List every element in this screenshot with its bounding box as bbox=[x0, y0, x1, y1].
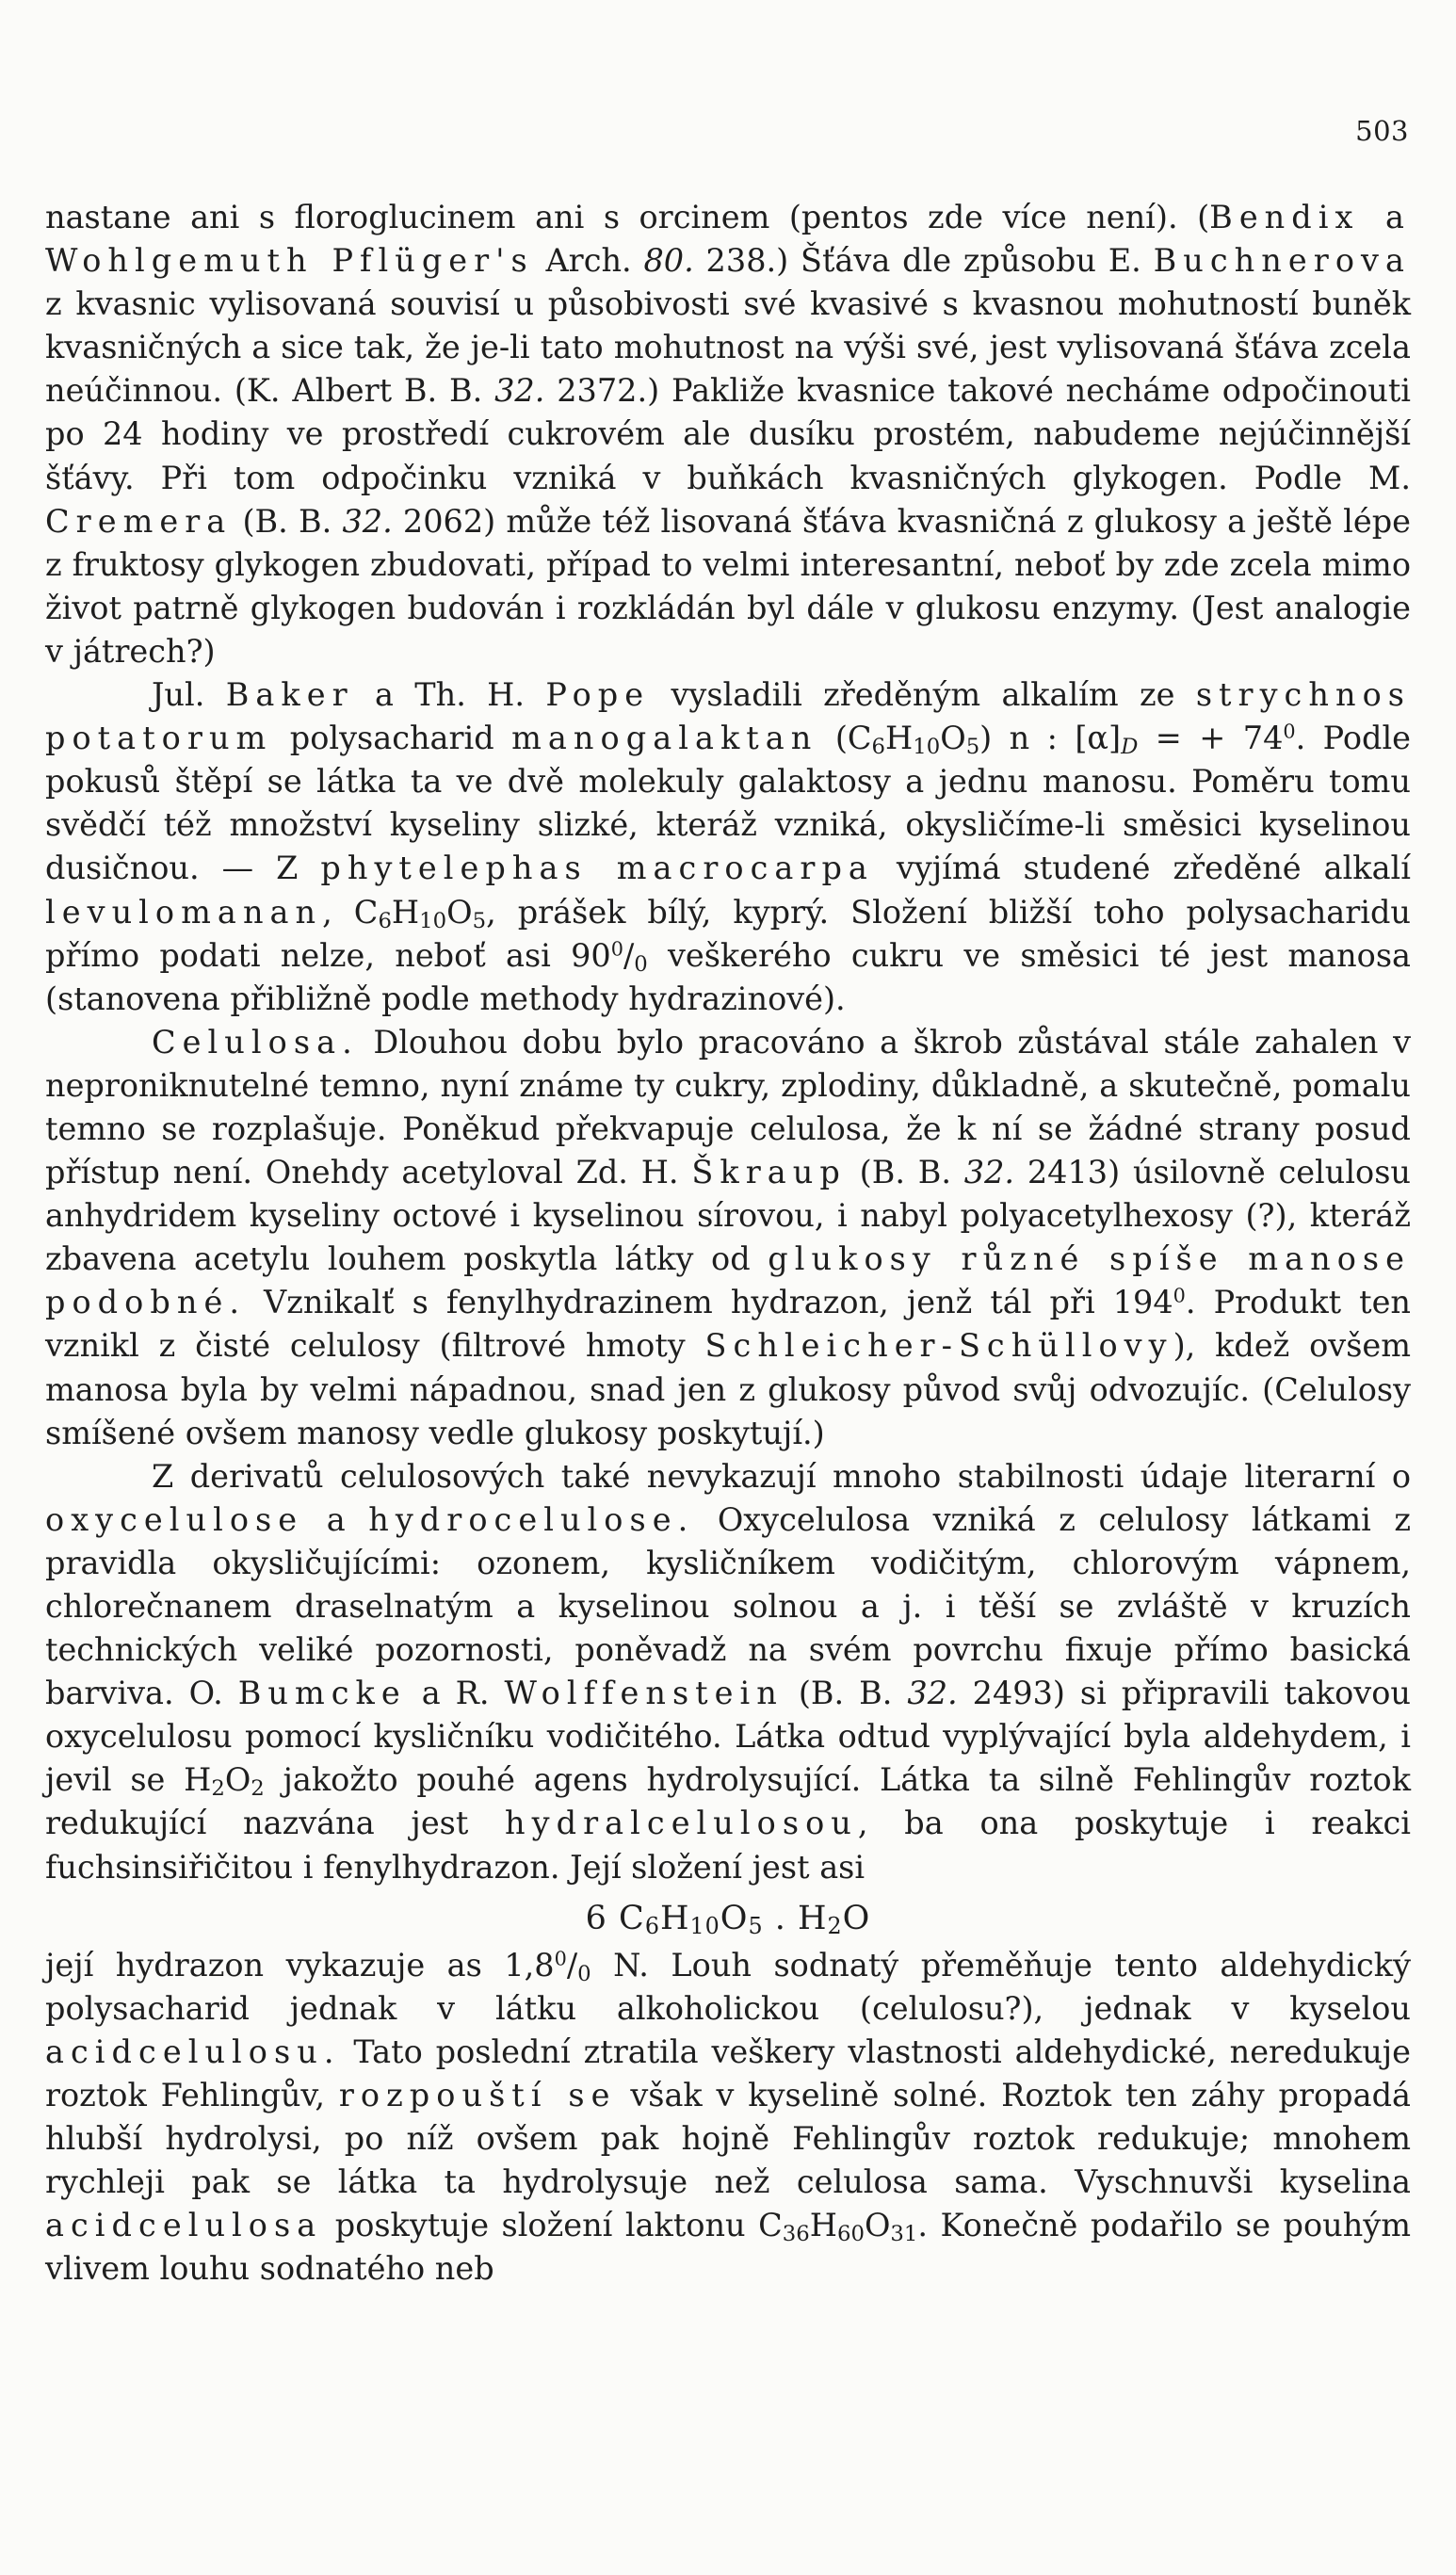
subscript: 36 bbox=[782, 2222, 810, 2247]
superscript: 0 bbox=[610, 937, 623, 961]
text-run: ) n : [α] bbox=[979, 720, 1122, 757]
text-run: vyjímá studené zředěné alkalí bbox=[873, 850, 1411, 887]
text-run: O bbox=[940, 720, 966, 757]
text-run: 2062) může též lisovaná šťáva kvasničná z glukosy a ještě lépe z fruktosy glykogen zbudovati, případ to velmi interesantní, neboť by zde zcela mimo život patrně glykogen budován i rozkládán byl dále v glukosu enzymy. (Jest analogie v játrech?) bbox=[45, 502, 1411, 670]
superscript: 0 bbox=[1283, 720, 1296, 743]
subscript: 0 bbox=[634, 951, 648, 977]
spaced-text: Celulosa. bbox=[152, 1023, 359, 1061]
text-run: polysacharid bbox=[272, 720, 512, 757]
spaced-text: Schleicher-Schüllovy bbox=[704, 1327, 1173, 1365]
spaced-text: Wolffenstein bbox=[504, 1675, 784, 1712]
text-run: H bbox=[809, 2207, 837, 2244]
text-run: Vznikalť s fenylhydrazinem hydrazon, jenž tál při 194 bbox=[246, 1284, 1173, 1321]
text-run: O bbox=[842, 1899, 871, 1937]
spaced-text: acidcelulosa bbox=[45, 2207, 323, 2244]
text-run: O bbox=[224, 1761, 251, 1799]
spaced-text: Pope bbox=[545, 676, 651, 714]
text-run: = + 74 bbox=[1138, 720, 1284, 757]
subscript: 5 bbox=[748, 1912, 764, 1939]
subscript: 6 bbox=[644, 1912, 660, 1939]
text-run: jakožto pouhé agens hydrolysující. Látka ta silně Fehlingův roztok redukující nazvána jest bbox=[45, 1761, 1411, 1842]
text-run: Arch. bbox=[533, 242, 644, 280]
text-run: H bbox=[391, 893, 420, 931]
text-run: však v kyselině solné. Roztok ten záhy propadá hlubší hydrolysi, po níž ovšem pak hojně Fehlingův roztok redukuje; mnohem rychleji pak se látka ta hydrolysuje než celulosa sama. Vyschnuvši kyselina bbox=[45, 2077, 1411, 2201]
text-run: 32. bbox=[907, 1675, 958, 1712]
text-run: a Th. H. bbox=[353, 676, 546, 714]
text-run: H bbox=[885, 720, 914, 757]
text-run: nastane ani s floroglucinem ani s orcinem (pentos zde více není). ( bbox=[45, 199, 1210, 235]
text-run: 2372.) Pakliže kvasnice takové necháme odpočinouti po 24 hodiny ve prostředí cukrovém ale dusíku prostém, nabudeme nejúčinnější šťávy. Při tom odpočinku vzniká v buňkách kvasničných glykogen. Podle M. bbox=[45, 372, 1412, 496]
spaced-text: oxycelulose bbox=[45, 1500, 304, 1538]
text-run: H bbox=[659, 1899, 690, 1937]
text-run: Jul. bbox=[152, 676, 226, 714]
text-run: a bbox=[303, 1500, 369, 1538]
text-run: 238.) Šťáva dle způsobu E. bbox=[693, 242, 1154, 280]
spaced-text: Bendix a Wohlgemuth Pflüger's bbox=[45, 199, 1411, 280]
text-run: a R. bbox=[406, 1675, 505, 1712]
text-run: ), kdež ovšem manosa byla by velmi nápadnou, snad jen z glukosy původ svůj odvozujíc. (Celulosy smíšené ovšem manosy vedle glukosy poskytují.) bbox=[45, 1327, 1411, 1451]
body-text bbox=[45, 196, 1411, 2292]
text-run: , ba ona poskytuje i reakci fuchsinsiřičitou i fenylhydrazon. Její složení jest asi bbox=[45, 1805, 1411, 1886]
subscript: 10 bbox=[913, 735, 941, 760]
text-run: 80. bbox=[643, 242, 694, 280]
spaced-text: Cremera bbox=[45, 502, 233, 540]
text-run: Tato poslední ztratila veškery vlastnosti aldehydické, neredukuje roztok Fehlingův, bbox=[45, 2032, 1411, 2114]
spaced-text: strychnos potatorum bbox=[45, 676, 1412, 757]
subscript: 10 bbox=[419, 908, 447, 933]
spaced-text: hydralcelulosou bbox=[505, 1805, 858, 1842]
spaced-text: hydrocelulose. bbox=[368, 1500, 695, 1538]
text-run: 6 C bbox=[585, 1899, 645, 1937]
text-run: . Podle pokusů štěpí se látka ta ve dvě molekuly galaktosy a jednu manosu. Poměru tomu svědčí též množství kyseliny slizké, kteráž vzniká, okysličíme-li směsici kyselinou dusičnou. — Z bbox=[45, 720, 1412, 887]
spaced-text: phytelephas macrocarpa bbox=[320, 850, 874, 887]
text-run: O bbox=[446, 893, 473, 931]
spaced-text: manogalaktan bbox=[511, 720, 818, 757]
text-run: . H bbox=[763, 1899, 828, 1937]
text-run: / bbox=[566, 1946, 578, 1984]
subscript: D bbox=[1121, 735, 1139, 760]
subscript: 5 bbox=[965, 735, 980, 760]
spaced-text: acidcelulosu. bbox=[45, 2032, 341, 2070]
paragraph bbox=[45, 1944, 1411, 2292]
text-run: 2493) si připravili takovou oxycelulosu pomocí kysličníku vodičitého. Látka odtud vyplývající byla aldehydem, i jevil se H bbox=[45, 1675, 1411, 1799]
spaced-text: Baker bbox=[225, 676, 354, 714]
spaced-text: glukosy různé spíše manose podobné. bbox=[45, 1240, 1411, 1321]
text-run: poskytuje složení laktonu C bbox=[322, 2207, 783, 2244]
paragraph bbox=[45, 196, 1411, 673]
text-run: O bbox=[720, 1899, 749, 1937]
subscript: 60 bbox=[836, 2222, 865, 2247]
text-run: Z derivatů celulosových také nevykazují mnoho stabilnosti údaje literarní o bbox=[152, 1457, 1411, 1495]
paragraph bbox=[45, 1021, 1411, 1455]
spaced-text: Škraup bbox=[691, 1154, 847, 1191]
text-run: z kvasnic vylisovaná souvisí u působivosti své kvasivé s kvasnou mohutností buněk kvasničných a sice tak, že je-li tato mohutnost na výši své, jest vylisovaná šťáva zcela neúčinnou. (K. Albert B. B. bbox=[45, 285, 1411, 410]
superscript: 0 bbox=[1173, 1284, 1186, 1307]
text-run: Oxycelulosa vzniká z celulosy látkami z pravidla okysličujícími: ozonem, kysličníkem vodičitým, chlorovým vápnem, chlorečnanem draselnatým a kyselinou solnou a j. i těší se zvláště v kruzích technických veliké pozornosti, poněvadž na svém povrchu fixuje přímo basická barviva. O. bbox=[45, 1500, 1411, 1712]
subscript: 6 bbox=[378, 908, 392, 933]
subscript: 2 bbox=[211, 1776, 225, 1802]
paragraph bbox=[45, 673, 1411, 1021]
text-run: O bbox=[864, 2207, 891, 2244]
text-run: / bbox=[623, 936, 635, 974]
text-run: , prášek bílý, kyprý. Složení bližší toho polysacharidu přímo podati nelze, neboť asi 90 bbox=[45, 893, 1411, 974]
text-run: , C bbox=[322, 893, 379, 931]
text-run: 32. bbox=[963, 1154, 1015, 1191]
text-run: (B. B. bbox=[232, 502, 343, 540]
text-run: vysladili zředěným alkalím ze bbox=[650, 676, 1196, 714]
subscript: 0 bbox=[577, 1961, 591, 1986]
page-number: 503 bbox=[1355, 115, 1409, 147]
spaced-text: rozpouští se bbox=[338, 2077, 617, 2114]
text-run: (C bbox=[817, 720, 872, 757]
subscript: 10 bbox=[689, 1912, 720, 1939]
text-run: veškerého cukru ve směsici té jest manosa (stanovena přibližně podle methody hydrazinové). bbox=[45, 936, 1411, 1017]
subscript: 31 bbox=[890, 2222, 918, 2247]
text-run: . Konečně podařilo se pouhým vlivem louhu sodnatého neb bbox=[45, 2207, 1411, 2288]
text-run: její hydrazon vykazuje as 1,8 bbox=[45, 1946, 555, 1984]
subscript: 2 bbox=[827, 1912, 843, 1939]
spaced-text: Bumcke bbox=[237, 1675, 407, 1712]
text-run: 32. bbox=[494, 372, 545, 410]
spaced-text: Buchnerova bbox=[1153, 242, 1411, 280]
formula bbox=[45, 1897, 1411, 1940]
subscript: 6 bbox=[871, 735, 886, 760]
text-run: Dlouhou dobu bylo pracováno a škrob zůstával stále zahalen v neproniknutelné temno, nyní známe ty cukry, zplodiny, důkladně, a skutečně, pomalu temno se rozplašuje. Poněkud překvapuje celulosa, že k ní se žádné strany posud přístup není. Onehdy acetyloval Zd. H. bbox=[45, 1023, 1411, 1191]
text-run: 32. bbox=[342, 502, 393, 540]
text-run: 2413) úsilovně celulosu anhydridem kyseliny octové i kyselinou sírovou, i nabyl polyacetylhexosy (?), kteráž zbavena acetylu louhem poskytla látky od bbox=[45, 1154, 1411, 1278]
text-run: . Produkt ten vznikl z čisté celulosy (filtrové hmoty bbox=[45, 1284, 1411, 1365]
paragraph bbox=[45, 1455, 1411, 1889]
text-run: (B. B. bbox=[846, 1154, 964, 1191]
superscript: 0 bbox=[554, 1947, 567, 1970]
subscript: 2 bbox=[251, 1776, 265, 1802]
subscript: 5 bbox=[472, 908, 487, 933]
text-run: N. Louh sodnatý přeměňuje tento aldehydický polysacharid jednak v látku alkoholickou (celulosu?), jednak v kyselou bbox=[45, 1946, 1412, 2027]
spaced-text: levulomanan bbox=[45, 893, 323, 931]
text-run: (B. B. bbox=[783, 1675, 908, 1712]
